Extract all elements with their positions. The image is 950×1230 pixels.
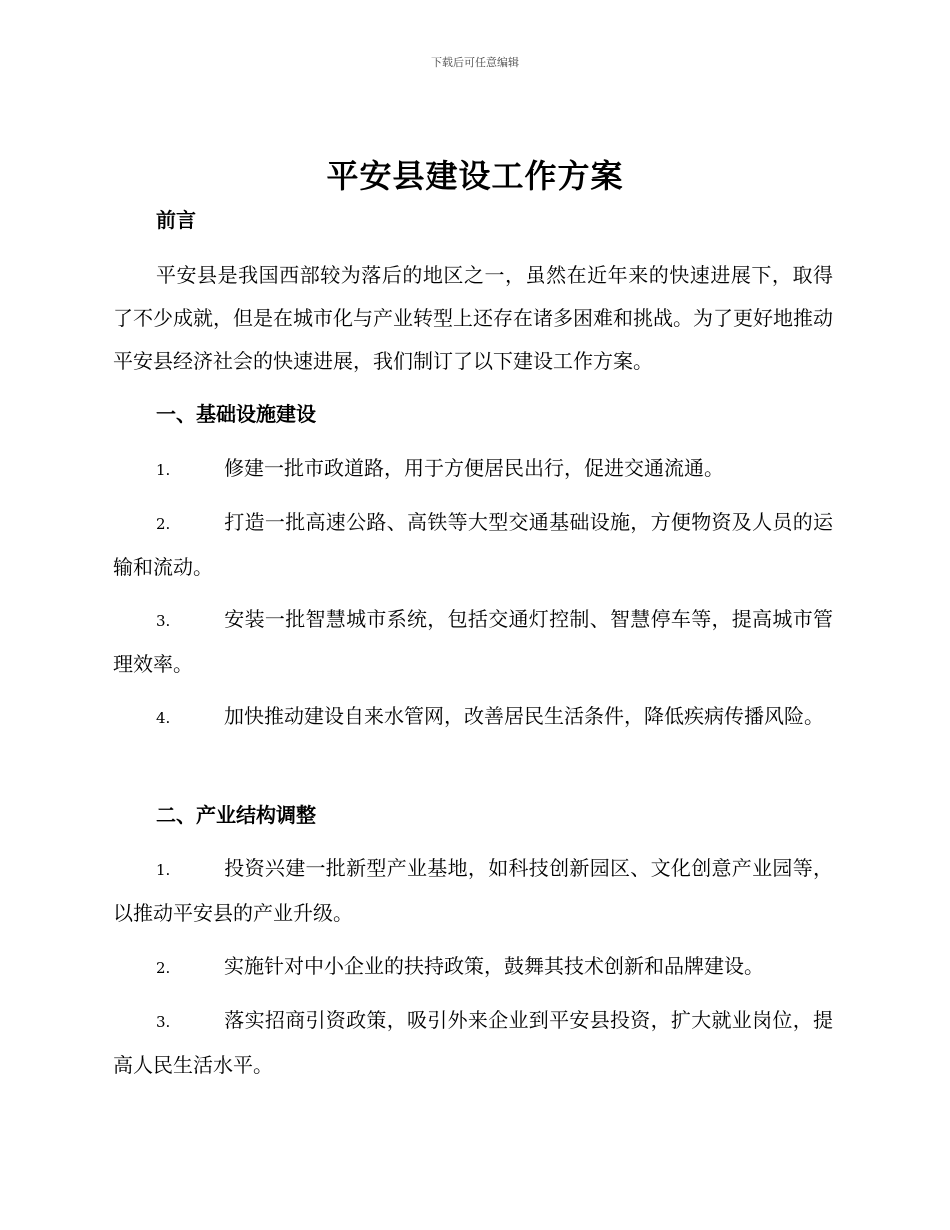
section-heading: 二、产业结构调整 [156,803,316,827]
list-number: 2. [156,959,171,977]
section-heading: 一、基础设施建设 [156,402,316,426]
section-1-item-4 [113,695,833,740]
list-item [113,598,833,686]
preface-section [113,206,833,234]
section-1-item-2 [113,501,833,589]
section-1-item-1 [113,447,833,492]
list-item-text: 加快推动建设自来水管网，改善居民生活条件，降低疾病传播风险。 [224,704,824,728]
list-item [113,447,833,492]
section-2-item-1 [113,847,833,935]
list-item-text: 安装一批智慧城市系统，包括交通灯控制、智慧停车等，提高城市管理效率。 [113,607,833,676]
list-item-text: 投资兴建一批新型产业基地，如科技创新园区、文化创意产业园等，以推动平安县的产业升级。 [113,856,833,925]
section-2-item-2 [113,945,833,990]
list-item-text: 落实招商引资政策，吸引外来企业到平安县投资，扩大就业岗位，提高人民生活水平。 [113,1008,833,1077]
list-number: 4. [156,709,171,727]
section-2 [113,801,833,829]
section-2-item-3 [113,999,833,1087]
list-number: 1. [156,861,171,879]
list-number: 3. [156,612,171,630]
list-number: 3. [156,1013,171,1031]
list-item [113,945,833,990]
header-note: 下载后可任意编辑 [431,56,519,69]
list-item-text: 修建一批市政道路，用于方便居民出行，促进交通流通。 [224,456,724,480]
list-item-text: 打造一批高速公路、高铁等大型交通基础设施，方便物资及人员的运输和流动。 [113,510,833,579]
document-title: 平安县建设工作方案 [326,157,624,195]
preface-body [113,254,833,383]
section-1 [113,400,833,428]
preface-heading: 前言 [156,208,196,232]
list-item [113,501,833,589]
list-item [113,847,833,935]
list-item [113,695,833,740]
section-1-item-3 [113,598,833,686]
list-number: 1. [156,461,171,479]
preface-paragraph: 平安县是我国西部较为落后的地区之一，虽然在近年来的快速进展下，取得了不少成就，但是在城市化与产业转型上还存在诸多困难和挑战。为了更好地推动平安县经济社会的快速进展，我们制订了以下建设工作方案。 [113,263,833,373]
list-item-text: 实施针对中小企业的扶持政策，鼓舞其技术创新和品牌建设。 [224,954,764,978]
list-item [113,999,833,1087]
list-number: 2. [156,515,171,533]
